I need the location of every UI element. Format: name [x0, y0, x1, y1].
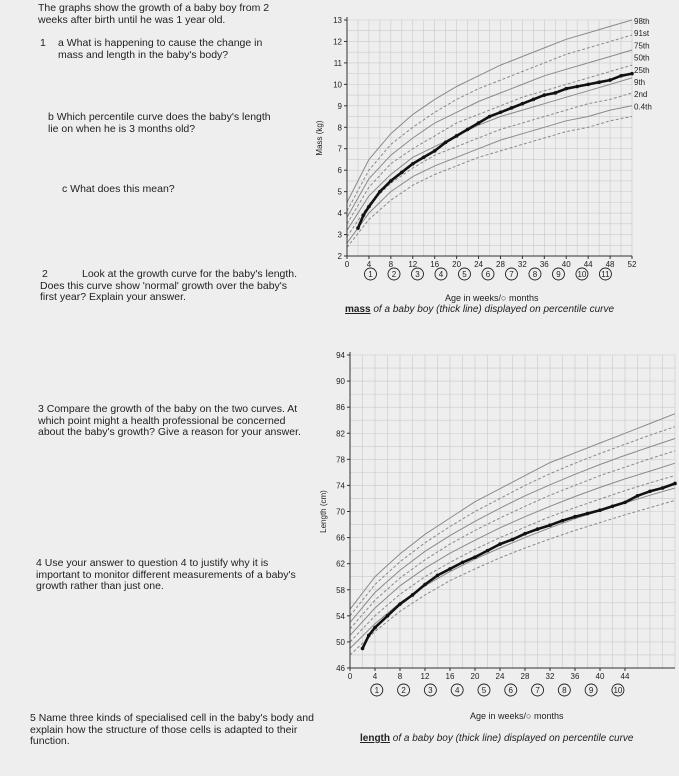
baby-data-point: [586, 512, 590, 516]
y-axis-label: Mass (kg): [315, 120, 324, 156]
baby-data-point: [648, 489, 652, 493]
percentile-label: 9th: [634, 78, 646, 87]
x-tick-label: 0: [344, 260, 350, 269]
y-tick-label: 3: [337, 230, 342, 240]
percentile-label: 98th: [634, 17, 650, 26]
y-tick-label: 74: [336, 481, 345, 491]
length-chart-xlabel: Age in weeks/○ months: [470, 711, 564, 721]
y-tick-label: 12: [333, 37, 342, 47]
percentile-label: 75th: [634, 41, 650, 51]
y-tick-label: 54: [336, 611, 345, 621]
y-tick-label: 2: [337, 252, 342, 261]
question-2: Look at the growth curve for the baby's length. Does this curve show 'normal' growth over the baby's first year? Explain your answer.: [40, 268, 298, 303]
month-marker-label: 2: [391, 270, 397, 279]
x-tick-label: 0: [347, 672, 353, 681]
intro-text: The graphs show the growth of a baby boy from 2 weeks after birth until he was 1 year old.: [38, 2, 270, 26]
baby-data-point: [498, 542, 502, 546]
y-tick-label: 78: [336, 455, 345, 465]
x-tick-label: 20: [470, 672, 480, 681]
y-tick-label: 86: [336, 403, 345, 413]
question-3: 3 Compare the growth of the baby on the two curves. At which point might a health professional be concerned about the baby's growth? Give a reason for your answer.: [38, 403, 301, 438]
x-tick-label: 8: [397, 672, 403, 681]
x-tick-label: 40: [595, 672, 605, 681]
baby-data-point: [511, 538, 515, 542]
month-marker-label: 6: [508, 686, 513, 695]
x-tick-label: 24: [495, 672, 505, 681]
month-marker-label: 1: [374, 686, 380, 695]
question-1a: a What is happening to cause the change in mass and length in the baby's body?: [58, 37, 263, 61]
baby-growth-line: [363, 484, 676, 649]
length-chart-caption: [360, 733, 675, 744]
x-tick-label: 36: [570, 672, 580, 681]
x-tick-label: 32: [517, 260, 527, 269]
baby-data-point: [436, 574, 440, 578]
month-marker-label: 10: [577, 270, 587, 279]
x-tick-label: 12: [420, 672, 430, 681]
month-marker-label: 5: [481, 686, 487, 695]
baby-data-point: [373, 626, 377, 630]
baby-data-point: [367, 634, 371, 638]
x-tick-label: 20: [452, 260, 462, 269]
month-marker-label: 5: [462, 270, 467, 279]
length-caption-bold: length: [360, 733, 390, 744]
baby-data-point: [411, 593, 415, 597]
length-caption-rest: of a baby boy (thick line) displayed on percentile curve: [390, 733, 634, 744]
mass-caption-rest: of a baby boy (thick line) displayed on percentile curve: [370, 304, 615, 315]
baby-data-point: [536, 527, 540, 531]
y-tick-label: 10: [333, 80, 342, 90]
x-tick-label: 16: [430, 260, 440, 269]
baby-data-point: [361, 647, 365, 651]
x-tick-label: 4: [366, 260, 372, 269]
month-marker-label: 7: [509, 270, 514, 279]
x-tick-label: 52: [627, 260, 637, 269]
baby-data-point: [386, 614, 390, 618]
baby-data-point: [398, 602, 402, 606]
percentile-label: 0.4th: [634, 102, 652, 112]
percentile-label: 50th: [634, 53, 650, 63]
question-2-number: 2: [42, 268, 48, 280]
month-marker-label: 9: [588, 686, 594, 695]
baby-data-point: [423, 583, 427, 587]
mass-chart-xlabel: Age in weeks/○ months: [445, 293, 539, 303]
x-tick-label: 16: [445, 672, 455, 681]
percentile-label: 91st: [634, 29, 650, 39]
month-marker-label: 9: [556, 270, 561, 279]
baby-data-point: [623, 501, 627, 505]
month-marker-label: 7: [535, 686, 540, 695]
month-marker-label: 11: [601, 270, 610, 279]
y-tick-label: 70: [336, 507, 345, 517]
baby-data-point: [636, 494, 640, 498]
y-tick-label: 46: [336, 664, 345, 673]
x-tick-label: 4: [372, 672, 378, 681]
baby-data-point: [561, 519, 565, 523]
x-tick-label: 32: [545, 672, 555, 681]
y-tick-label: 7: [337, 144, 342, 154]
y-tick-label: 66: [336, 533, 345, 543]
y-tick-label: 6: [337, 166, 342, 176]
y-tick-label: 13: [333, 16, 342, 25]
x-tick-label: 40: [561, 260, 571, 269]
question-5: 5 Name three kinds of specialised cell in the baby's body and explain how the structure of those cells is adapted to their function.: [30, 712, 314, 747]
month-marker-label: 10: [613, 686, 623, 695]
x-tick-label: 44: [583, 260, 593, 269]
baby-data-point: [448, 567, 452, 571]
month-marker-label: 4: [438, 270, 444, 279]
x-tick-label: 44: [620, 672, 630, 681]
month-marker-label: 8: [532, 270, 538, 279]
y-axis-label: Length (cm): [319, 490, 328, 533]
y-tick-label: 94: [336, 351, 345, 360]
y-tick-label: 90: [336, 377, 345, 387]
x-tick-label: 28: [496, 260, 505, 269]
x-tick-label: 36: [539, 260, 549, 269]
x-tick-label: 24: [474, 260, 483, 269]
y-tick-label: 82: [336, 429, 345, 439]
percentile-label: 25th: [634, 65, 650, 75]
baby-data-point: [598, 508, 602, 512]
baby-data-point: [461, 561, 465, 565]
y-tick-label: 8: [337, 123, 342, 133]
percentile-label: 2nd: [634, 90, 648, 100]
y-tick-label: 58: [336, 585, 345, 595]
baby-data-point: [673, 482, 677, 486]
baby-data-point: [573, 515, 577, 519]
baby-data-point: [486, 549, 490, 553]
y-tick-label: 50: [336, 637, 345, 647]
mass-caption-bold: mass: [345, 304, 371, 315]
question-4: 4 Use your answer to question 4 to justify why it is important to monitor different measurements of a baby's growth rather than just one.: [36, 557, 296, 592]
x-tick-label: 12: [408, 260, 418, 269]
month-marker-label: 3: [428, 686, 433, 695]
y-tick-label: 11: [333, 58, 342, 68]
month-marker-label: 2: [401, 686, 406, 695]
baby-data-point: [611, 504, 615, 508]
month-marker-label: 3: [415, 270, 420, 279]
question-1b: b Which percentile curve does the baby's length lie on when he is 3 months old?: [48, 111, 271, 135]
x-tick-label: 28: [520, 672, 530, 681]
baby-data-point: [523, 532, 527, 536]
x-tick-label: 48: [605, 260, 615, 269]
month-marker-label: 6: [485, 270, 491, 279]
question-1-number: 1: [40, 37, 46, 49]
month-marker-label: 8: [562, 686, 567, 695]
x-tick-label: 8: [388, 260, 394, 269]
baby-data-point: [473, 555, 477, 559]
y-tick-label: 62: [336, 559, 345, 569]
month-marker-label: 1: [368, 270, 373, 279]
y-tick-label: 9: [337, 101, 342, 111]
baby-data-point: [661, 486, 665, 490]
y-tick-label: 4: [337, 209, 342, 219]
question-1c: c What does this mean?: [62, 183, 175, 195]
baby-data-point: [548, 523, 552, 527]
month-marker-label: 4: [454, 686, 460, 695]
y-tick-label: 5: [337, 187, 342, 197]
